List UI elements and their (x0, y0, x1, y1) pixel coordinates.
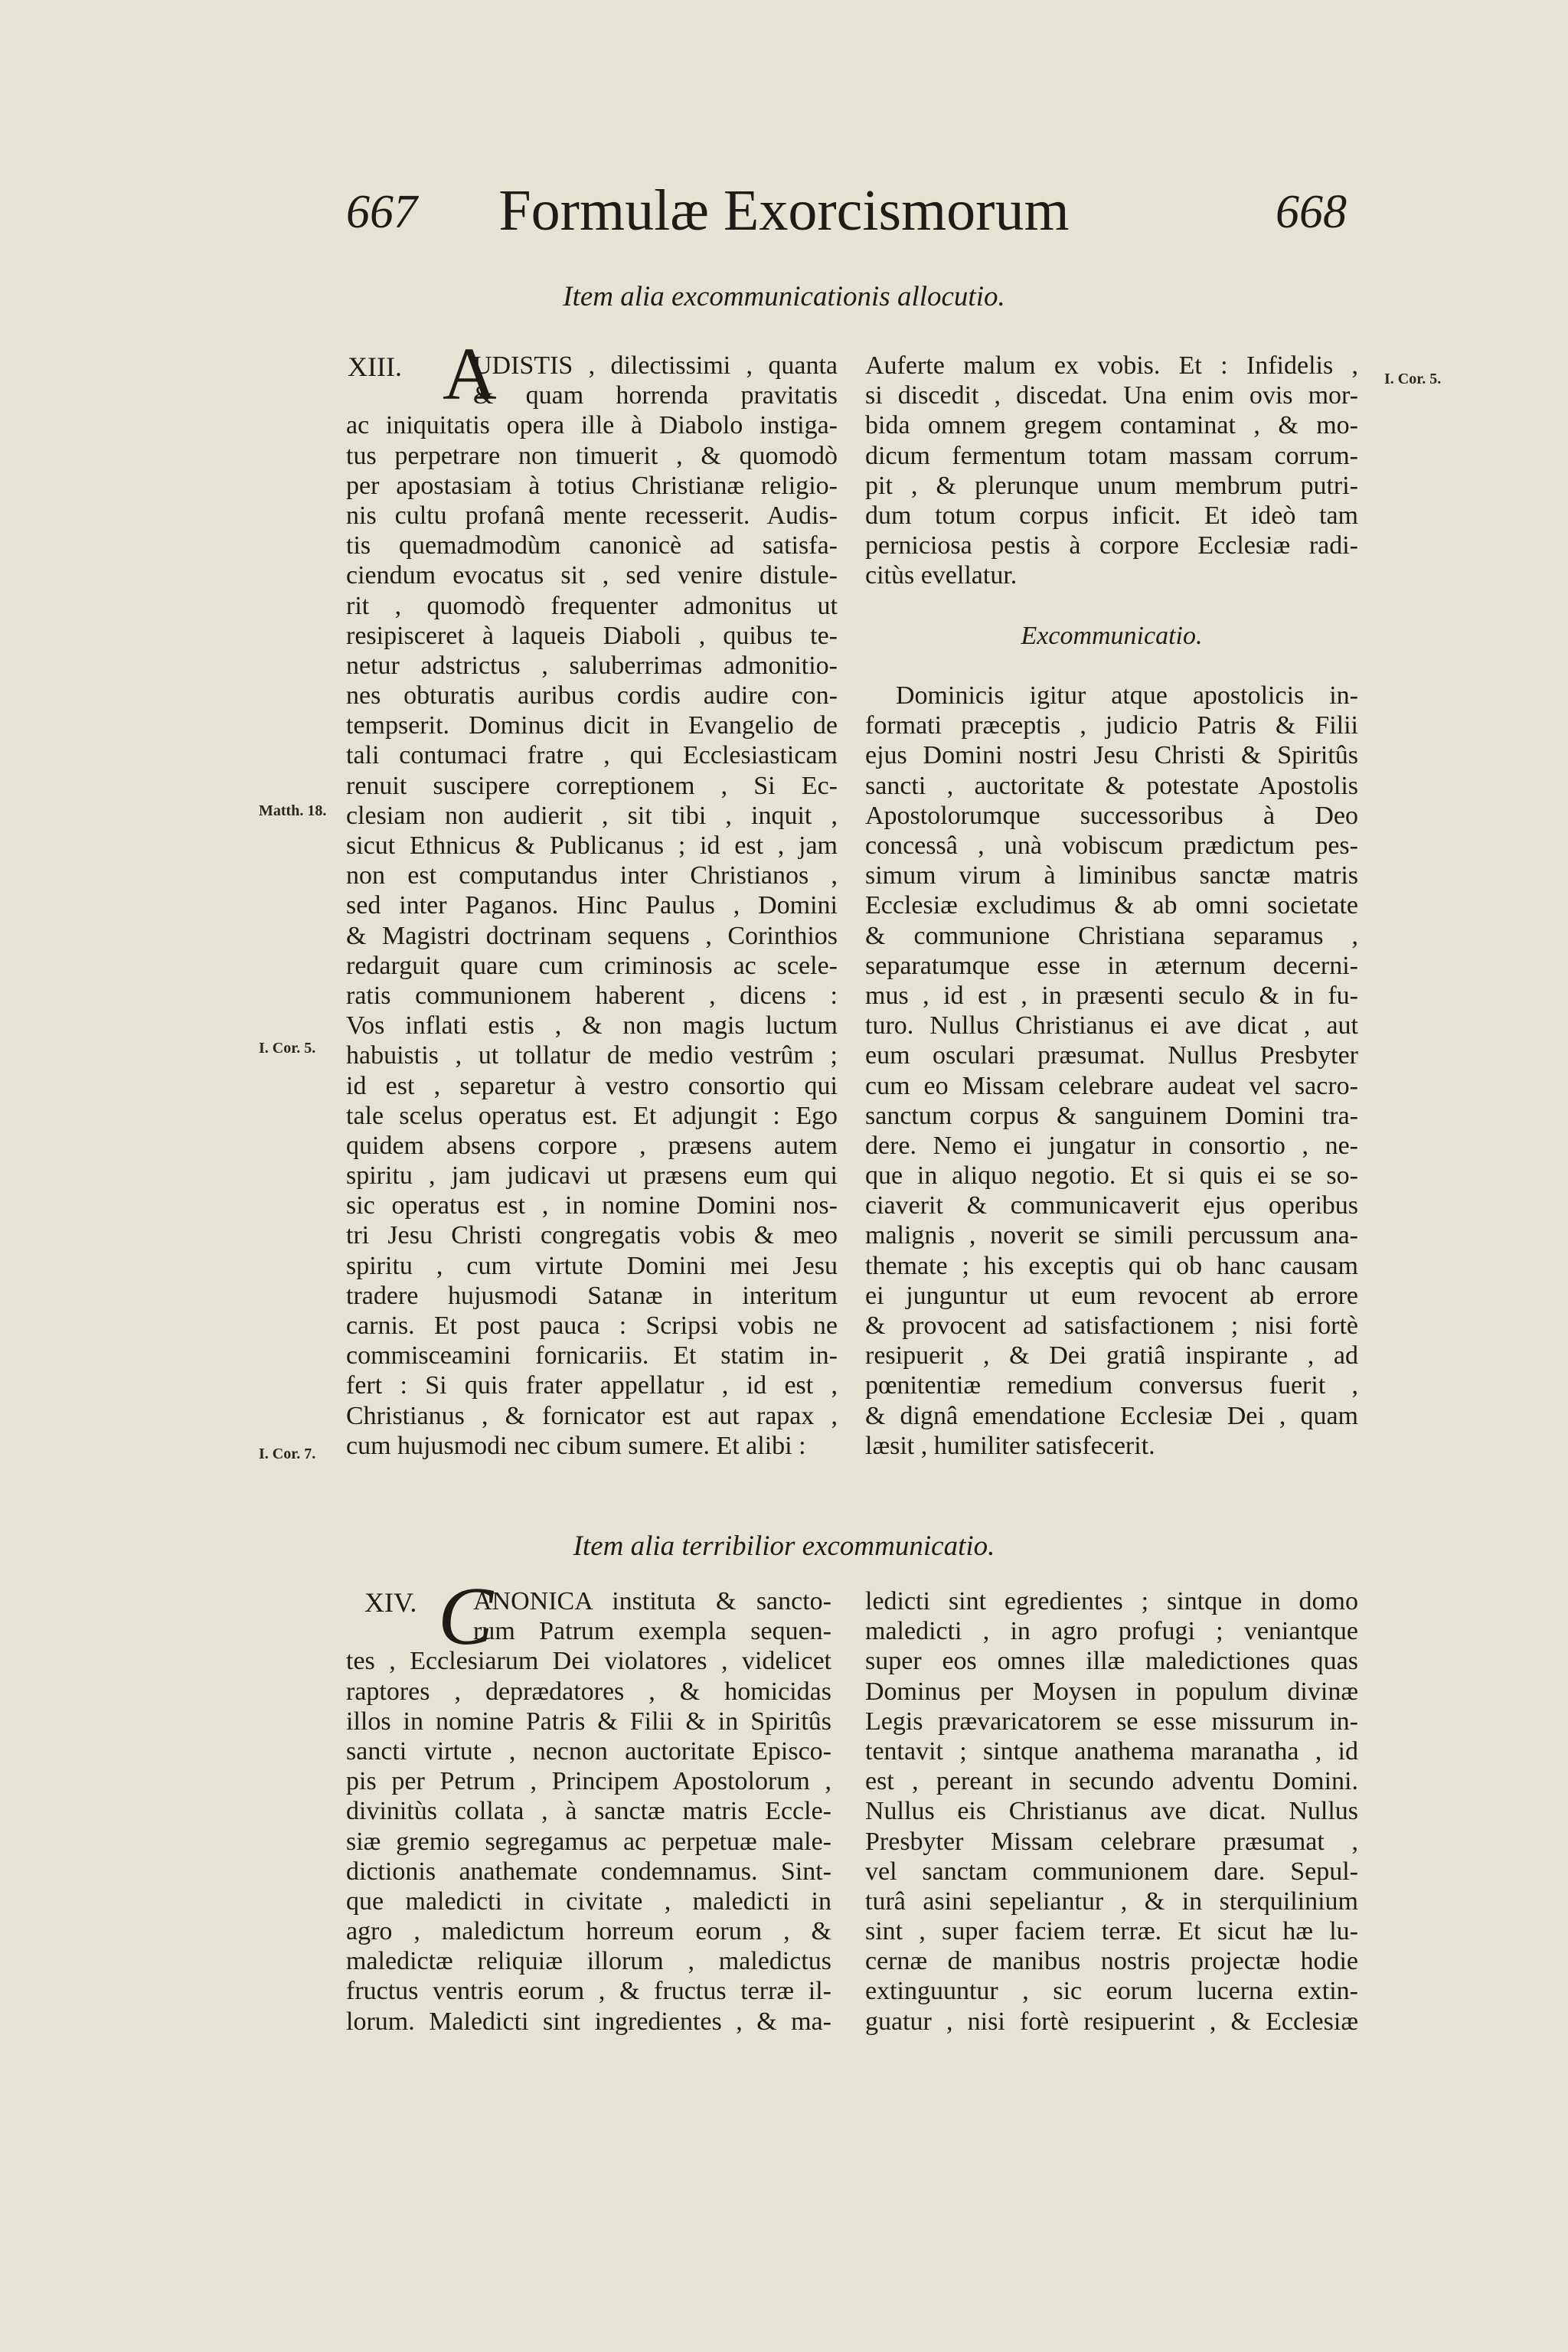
text-line: Vos inflati estis , & non magis luctum (346, 1011, 838, 1040)
column-right-xiv (865, 1586, 1358, 2037)
text-line: resipuerit , & Dei gratiâ inspirante , ad (865, 1341, 1358, 1370)
text-line: perniciosa pestis à corpore Ecclesiæ radi- (865, 531, 1358, 560)
text-line: Dominus per Moysen in populum divinæ (865, 1677, 1358, 1706)
text-line: spiritu , cum virtute Domini mei Jesu (346, 1251, 838, 1280)
text-line: renuit suscipere correptionem , Si Ec- (346, 771, 838, 800)
text-line: sancti , auctoritate & potestate Apostolis (865, 771, 1358, 800)
text-line: resipisceret à laqueis Diaboli , quibus te- (346, 621, 838, 650)
text-line: cum eo Missam celebrare audeat vel sacro- (865, 1071, 1358, 1100)
running-head (0, 178, 1568, 254)
text-line: bida omnem gregem contaminat , & mo- (865, 411, 1358, 440)
text-line: & communione Christiana separamus , (865, 921, 1358, 950)
text-line: eum osculari præsumat. Nullus Presbyter (865, 1041, 1358, 1070)
margin-note-corinthians-5-right: I. Cor. 5. (1384, 371, 1442, 387)
text-line: maledicti , in agro profugi ; veniantque (865, 1617, 1358, 1646)
column-left-xiii (346, 351, 838, 1461)
text-line: que in aliquo negotio. Et si quis ei se so- (865, 1161, 1358, 1191)
text-line: divinitùs collata , à sanctæ matris Eccle- (346, 1797, 831, 1826)
text-line: que maledicti in civitate , maledicti in (346, 1886, 831, 1916)
margin-note-matthew: Matth. 18. (259, 802, 327, 819)
text-line: tradere hujusmodi Satanæ in interitum (346, 1281, 838, 1310)
text-line: UDISTIS , dilectissimi , quanta (473, 351, 838, 380)
text-line: non est computandus inter Christianos , (346, 861, 838, 890)
running-title: Formulæ Exorcismorum (498, 178, 1070, 243)
section-number-xiii: XIII. (348, 351, 402, 382)
text-line: siæ gremio segregamus ac perpetuæ male- (346, 1827, 831, 1856)
text-line: concessâ , unà vobiscum prædictum pes- (865, 831, 1358, 860)
text-line: turo. Nullus Christianus ei ave dicat , aut (865, 1011, 1358, 1040)
text-line: sancti virtute , necnon auctoritate Episco- (346, 1736, 831, 1766)
drop-cap: A (443, 333, 497, 416)
text-line: Nullus eis Christianus ave dicat. Nullus (865, 1797, 1358, 1826)
text-line: themate ; his exceptis qui ob hanc causam (865, 1251, 1358, 1280)
text-line: rit , quomodò frequenter admonitus ut (346, 591, 838, 620)
text-line: redarguit quare cum criminosis ac scele- (346, 951, 838, 980)
text-line: tale scelus operatus est. Et adjungit : Ego (346, 1101, 838, 1130)
text-line: cum hujusmodi nec cibum sumere. Et alibi : (346, 1431, 806, 1460)
text-line: malignis , noverit se simili percussum ana- (865, 1221, 1358, 1250)
text-line: formati præceptis , judicio Patris & Filii (865, 711, 1358, 740)
text-line: dictionis anathemate condemnamus. Sint- (346, 1857, 831, 1886)
text-line: lorum. Maledicti sint ingredientes , & ma- (346, 2007, 831, 2036)
text-line: tus perpetrare non timuerit , & quomodò (346, 441, 838, 470)
text-line: Legis prævaricatorem se esse missurum in- (865, 1707, 1358, 1736)
text-line: agro , maledictum horreum eorum , & (346, 1917, 831, 1946)
text-line: tempserit. Dominus dicit in Evangelio de (346, 711, 838, 740)
section-heading-xiii: Item alia excommunicationis allocutio. (563, 281, 1005, 312)
text-line: tes , Ecclesiarum Dei violatores , videlicet (346, 1647, 831, 1676)
text-line: carnis. Et post pauca : Scripsi vobis ne (346, 1312, 838, 1340)
column-right-xiii (865, 351, 1358, 1461)
text-line: Christianus , & fornicator est aut rapax , (346, 1401, 838, 1430)
text-line: dum totum corpus inficit. Et ideò tam (865, 501, 1358, 530)
text-line: & dignâ emendatione Ecclesiæ Dei , quam (865, 1401, 1358, 1430)
text-line: clesiam non audierit , sit tibi , inquit , (346, 801, 838, 830)
text-line: tis quemadmodùm canonicè ad satisfa- (346, 531, 838, 560)
text-line: simum virum à liminibus sanctæ matris (865, 861, 1358, 890)
text-line: sed inter Paganos. Hinc Paulus , Domini (346, 891, 838, 920)
text-line: Auferte malum ex vobis. Et : Infidelis , (865, 351, 1358, 380)
text-line: sint , super faciem terræ. Et sicut hæ lu- (865, 1917, 1358, 1946)
text-line: Presbyter Missam celebrare præsumat , (865, 1827, 1358, 1856)
text-line: nis cultu profanâ mente recesserit. Audis- (346, 501, 838, 530)
text-line: & provocent ad satisfactionem ; nisi fortè (865, 1312, 1358, 1340)
text-line: habuistis , ut tollatur de medio vestrûm ; (346, 1041, 838, 1070)
text-line: cernæ de manibus nostris projectæ hodie (865, 1947, 1358, 1976)
text-line: pœnitentiæ remedium conversus fuerit , (865, 1371, 1358, 1400)
spacer (865, 591, 1358, 621)
text-line: commisceamini fornicariis. Et statim in- (346, 1341, 838, 1370)
text-line: quidem absens corpore , præsens autem (346, 1131, 838, 1160)
text-line: Ecclesiæ excludimus & ab omni societate (865, 891, 1358, 920)
text-line: per apostasiam à totius Christianæ religio- (346, 471, 838, 500)
text-line: ledicti sint egredientes ; sintque in domo (865, 1587, 1358, 1615)
text-line: vel sanctam communionem dare. Sepul- (865, 1857, 1358, 1886)
text-line: pis per Petrum , Principem Apostolorum , (346, 1767, 831, 1796)
text-line: raptores , deprædatores , & homicidas (346, 1677, 831, 1706)
margin-note-corinthians-5: I. Cor. 5. (259, 1040, 316, 1057)
text-line: spiritu , jam judicavi ut præsens eum qui (346, 1161, 838, 1191)
text-line: illos in nomine Patris & Filii & in Spiritûs (346, 1707, 831, 1736)
text-line: læsit , humiliter satisfecerit. (865, 1431, 1155, 1460)
page-number-left: 667 (346, 186, 417, 238)
page-number-right: 668 (1276, 186, 1347, 238)
text-line: tali contumaci fratre , qui Ecclesiasticam (346, 741, 838, 770)
text-line: rum Patrum exempla sequen- (473, 1617, 831, 1646)
text-line: tri Jesu Christi congregatis vobis & meo (346, 1221, 838, 1250)
text-line: mus , id est , in præsenti seculo & in fu- (865, 981, 1358, 1010)
text-line: ANONICA instituta & sancto- (473, 1587, 831, 1615)
text-line: netur adstrictus , saluberrimas admonitio- (346, 651, 838, 680)
text-line: sanctum corpus & sanguinem Domini tra- (865, 1101, 1358, 1130)
text-line: Dominicis igitur atque apostolicis in- (896, 681, 1358, 710)
text-line: super eos omnes illæ maledictiones quas (865, 1647, 1358, 1676)
text-line: guatur , nisi fortè resipuerint , & Ecclesiæ (865, 2007, 1358, 2036)
text-line: sicut Ethnicus & Publicanus ; id est , jam (346, 831, 838, 860)
text-line: est , pereant in secundo adventu Domini. (865, 1767, 1358, 1796)
spacer (865, 651, 1358, 681)
text-line: dicum fermentum totam massam corrum- (865, 441, 1358, 470)
text-line: id est , separetur à vestro consortio qui (346, 1071, 838, 1100)
text-line: extinguuntur , sic eorum lucerna extin- (865, 1977, 1358, 2006)
text-line: ei junguntur ut eum revocent ab errore (865, 1281, 1358, 1310)
text-line: si discedit , discedat. Una enim ovis mor- (865, 381, 1358, 410)
text-line: dere. Nemo ei jungatur in consortio , ne- (865, 1131, 1358, 1160)
text-line: fructus ventris eorum , & fructus terræ il- (346, 1977, 831, 2006)
text-line: pit , & plerunque unum membrum putri- (865, 471, 1358, 500)
text-line: ciendum evocatus sit , sed venire distule- (346, 561, 838, 590)
section-heading-xiv: Item alia terribilior excommunicatio. (573, 1530, 995, 1562)
text-line: fert : Si quis frater appellatur , id est , (346, 1371, 838, 1400)
text-line: ciaverit & communicaverit ejus operibus (865, 1191, 1358, 1220)
margin-note-corinthians-7: I. Cor. 7. (259, 1446, 316, 1462)
text-line: tentavit ; sintque anathema maranatha , id (865, 1736, 1358, 1766)
text-line: sic operatus est , in nomine Domini nos- (346, 1191, 838, 1220)
text-line: & Magistri doctrinam sequens , Corinthios (346, 921, 838, 950)
text-line: Apostolorumque successoribus à Deo (865, 801, 1358, 830)
subheading-excommunicatio: Excommunicatio. (1021, 621, 1203, 650)
drop-cap: C (438, 1571, 494, 1662)
text-line: citùs evellatur. (865, 561, 1018, 590)
text-line: maledictæ reliquiæ illorum , maledictus (346, 1947, 831, 1976)
text-line: ejus Domini nostri Jesu Christi & Spiritûs (865, 741, 1358, 770)
section-number-xiv: XIV. (364, 1587, 417, 1618)
text-line: ratis communionem haberent , dicens : (346, 981, 838, 1010)
column-left-xiv (346, 1586, 831, 2037)
text-line: separatumque esse in æternum decerni- (865, 951, 1358, 980)
text-line: nes obturatis auribus cordis audire con- (346, 681, 838, 710)
text-line: ac iniquitatis opera ille à Diabolo instiga- (346, 411, 838, 440)
text-line: turâ asini sepeliantur , & in sterquilinium (865, 1886, 1358, 1916)
text-line: & quam horrenda pravitatis (473, 381, 838, 410)
